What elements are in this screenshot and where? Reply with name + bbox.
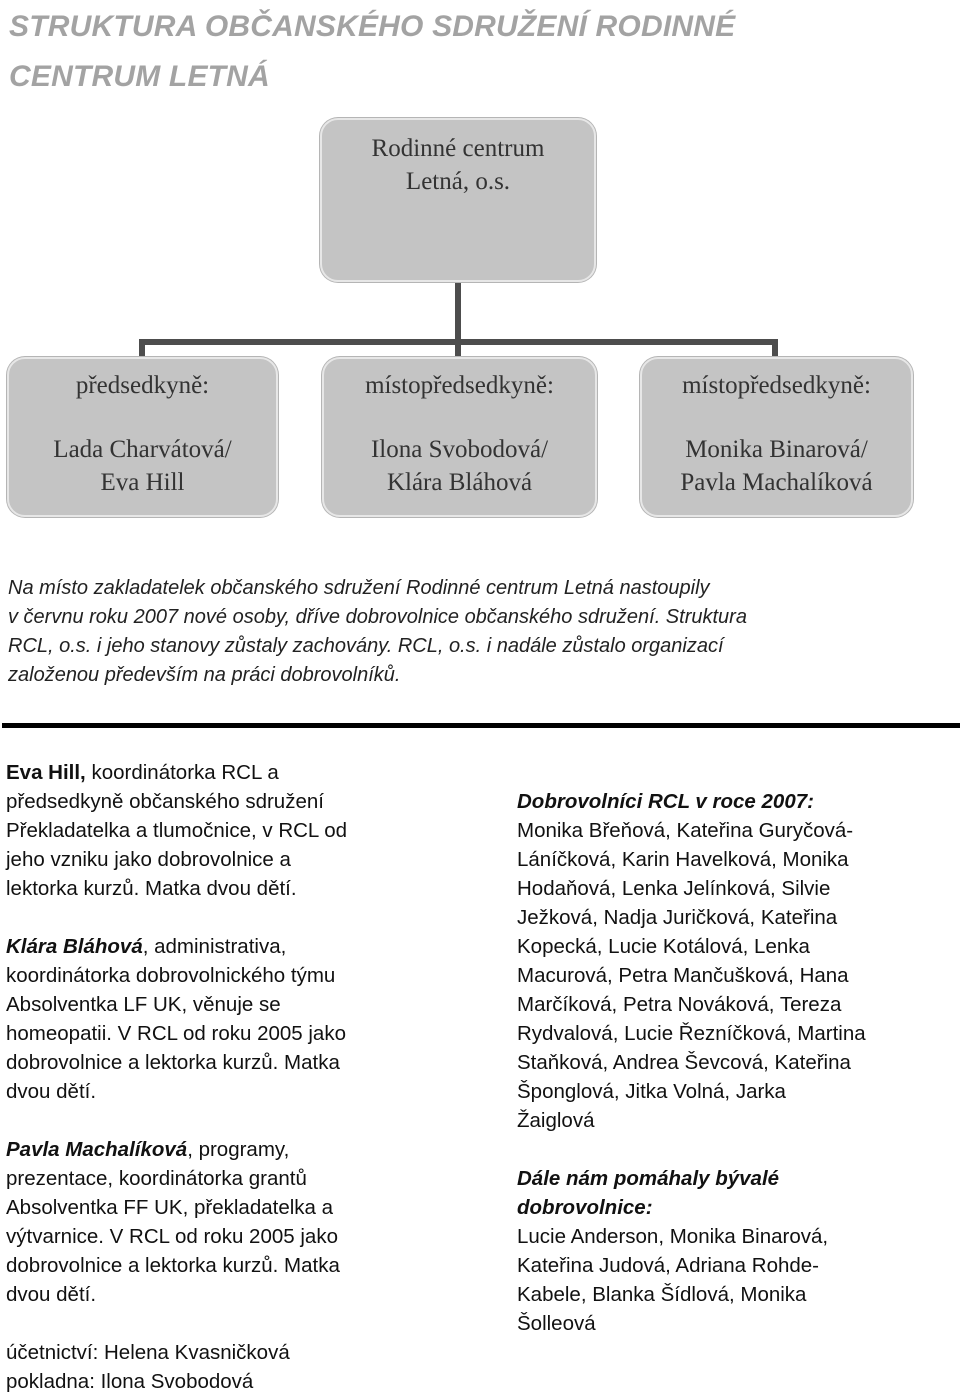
person-eva-hill (6, 758, 484, 903)
org-box-name-2: Klára Bláhová (386, 469, 533, 496)
person-line: Překladatelka a tlumočnice, v RCL od (6, 819, 348, 842)
volunteers-line: Láníčková, Karin Havelková, Monika (517, 848, 849, 871)
volunteers-line: Kopecká, Lucie Kotálová, Lenka (517, 935, 810, 958)
former-volunteers-block (517, 1164, 957, 1338)
intro-paragraph (8, 574, 953, 690)
volunteers-block (517, 787, 957, 1135)
intro-line: v červnu roku 2007 nové osoby, dříve dobrovolnice občanského sdružení. Struktura (8, 606, 747, 628)
person-line: dobrovolnice a lektorka kurzů. Matka (6, 1051, 340, 1074)
accounting-block (6, 1338, 484, 1396)
person-pavla-machalikova (6, 1135, 484, 1309)
volunteers-line: Rydvalová, Lucie Řezníčková, Martina (517, 1022, 866, 1045)
accounting-line: účetnictví: Helena Kvasničková (6, 1341, 290, 1364)
volunteers-line: Ježková, Nadja Juričková, Kateřina (517, 906, 838, 929)
org-root-line-2: Letná, o.s. (405, 168, 511, 195)
connector-trunk (455, 282, 461, 342)
former-heading-line-1: Dále nám pomáhaly bývalé (517, 1167, 780, 1190)
person-line: koordinátorka dobrovolnického týmu (6, 964, 336, 987)
cashier-line: pokladna: Ilona Svobodová (6, 1370, 254, 1393)
people-column (6, 758, 484, 1396)
person-line: , administrativa, (142, 935, 287, 958)
org-box-chair (7, 357, 278, 517)
volunteers-column (517, 787, 957, 1338)
volunteers-line: Macurová, Petra Mančušková, Hana (517, 964, 849, 987)
intro-line: RCL, o.s. i jeho stanovy zůstaly zachovány. RCL, o.s. i nadále zůstalo organizací (8, 635, 724, 657)
org-box-vice-chair-2 (640, 357, 913, 517)
org-box-name-1: Lada Charvátová/ (53, 436, 232, 463)
intro-line: založenou především na práci dobrovolníků. (8, 664, 401, 686)
section-divider (2, 723, 960, 728)
person-line: , programy, (187, 1138, 290, 1161)
org-box-name-2: Eva Hill (100, 469, 185, 496)
person-line: dvou dětí. (6, 1080, 97, 1103)
org-box-name-1: Ilona Svobodová/ (370, 436, 549, 463)
page-title-line-2: CENTRUM LETNÁ (9, 60, 270, 93)
person-line: předsedkyně občanského sdružení (6, 790, 324, 813)
connector-right (772, 339, 778, 359)
volunteers-line: Marčíková, Petra Nováková, Tereza (517, 993, 842, 1016)
volunteers-line: Monika Břeňová, Kateřina Guryčová- (517, 819, 854, 842)
org-box-role: místopředsedkyně: (682, 372, 871, 399)
person-line: Absolventka FF UK, překladatelka a (6, 1196, 334, 1219)
former-line: Kateřina Judová, Adriana Rohde- (517, 1254, 820, 1277)
person-name: Eva Hill, (6, 761, 86, 784)
connector-left (139, 339, 145, 359)
person-name: Pavla Machalíková (6, 1138, 188, 1161)
org-root-line-1: Rodinné centrum (371, 135, 545, 162)
person-line: jeho vzniku jako dobrovolnice a (6, 848, 291, 871)
person-line: lektorka kurzů. Matka dvou dětí. (6, 877, 297, 900)
former-line: Šolleová (517, 1312, 596, 1335)
intro-line: Na místo zakladatelek občanského sdružení Rodinné centrum Letná nastoupily (8, 577, 710, 599)
org-box-name-2: Pavla Machalíková (680, 469, 873, 496)
volunteers-line: Hodaňová, Lenka Jelínková, Silvie (517, 877, 831, 900)
former-line: Kabele, Blanka Šídlová, Monika (517, 1283, 807, 1306)
person-line: Absolventka LF UK, věnuje se (6, 993, 281, 1016)
org-box-name-1: Monika Binarová/ (685, 436, 868, 463)
person-line: dobrovolnice a lektorka kurzů. Matka (6, 1254, 340, 1277)
org-box-vice-chair-1 (322, 357, 597, 517)
org-box-role: místopředsedkyně: (365, 372, 554, 399)
person-line: koordinátorka RCL a (85, 761, 279, 784)
org-box-role: předsedkyně: (75, 372, 210, 399)
person-line: prezentace, koordinátorka grantů (6, 1167, 307, 1190)
page-title-line-1: STRUKTURA OBČANSKÉHO SDRUŽENÍ RODINNÉ (9, 10, 736, 43)
person-line: výtvarnice. V RCL od roku 2005 jako (6, 1225, 338, 1248)
org-chart (0, 0, 960, 560)
former-heading-line-2: dobrovolnice: (517, 1196, 653, 1219)
org-root-box (320, 118, 596, 282)
person-line: homeopatii. V RCL od roku 2005 jako (6, 1022, 346, 1045)
person-name: Klára Bláhová (6, 935, 143, 958)
former-line: Lucie Anderson, Monika Binarová, (517, 1225, 829, 1248)
volunteers-line: Žaiglová (517, 1109, 595, 1132)
connector-middle (455, 339, 461, 359)
volunteers-heading: Dobrovolníci RCL v roce 2007: (517, 790, 814, 813)
volunteers-line: Staňková, Andrea Ševcová, Kateřina (517, 1051, 851, 1074)
volunteers-line: Šponglová, Jitka Volná, Jarka (517, 1080, 786, 1103)
person-line: dvou dětí. (6, 1283, 97, 1306)
person-klara-blahova (6, 932, 484, 1106)
